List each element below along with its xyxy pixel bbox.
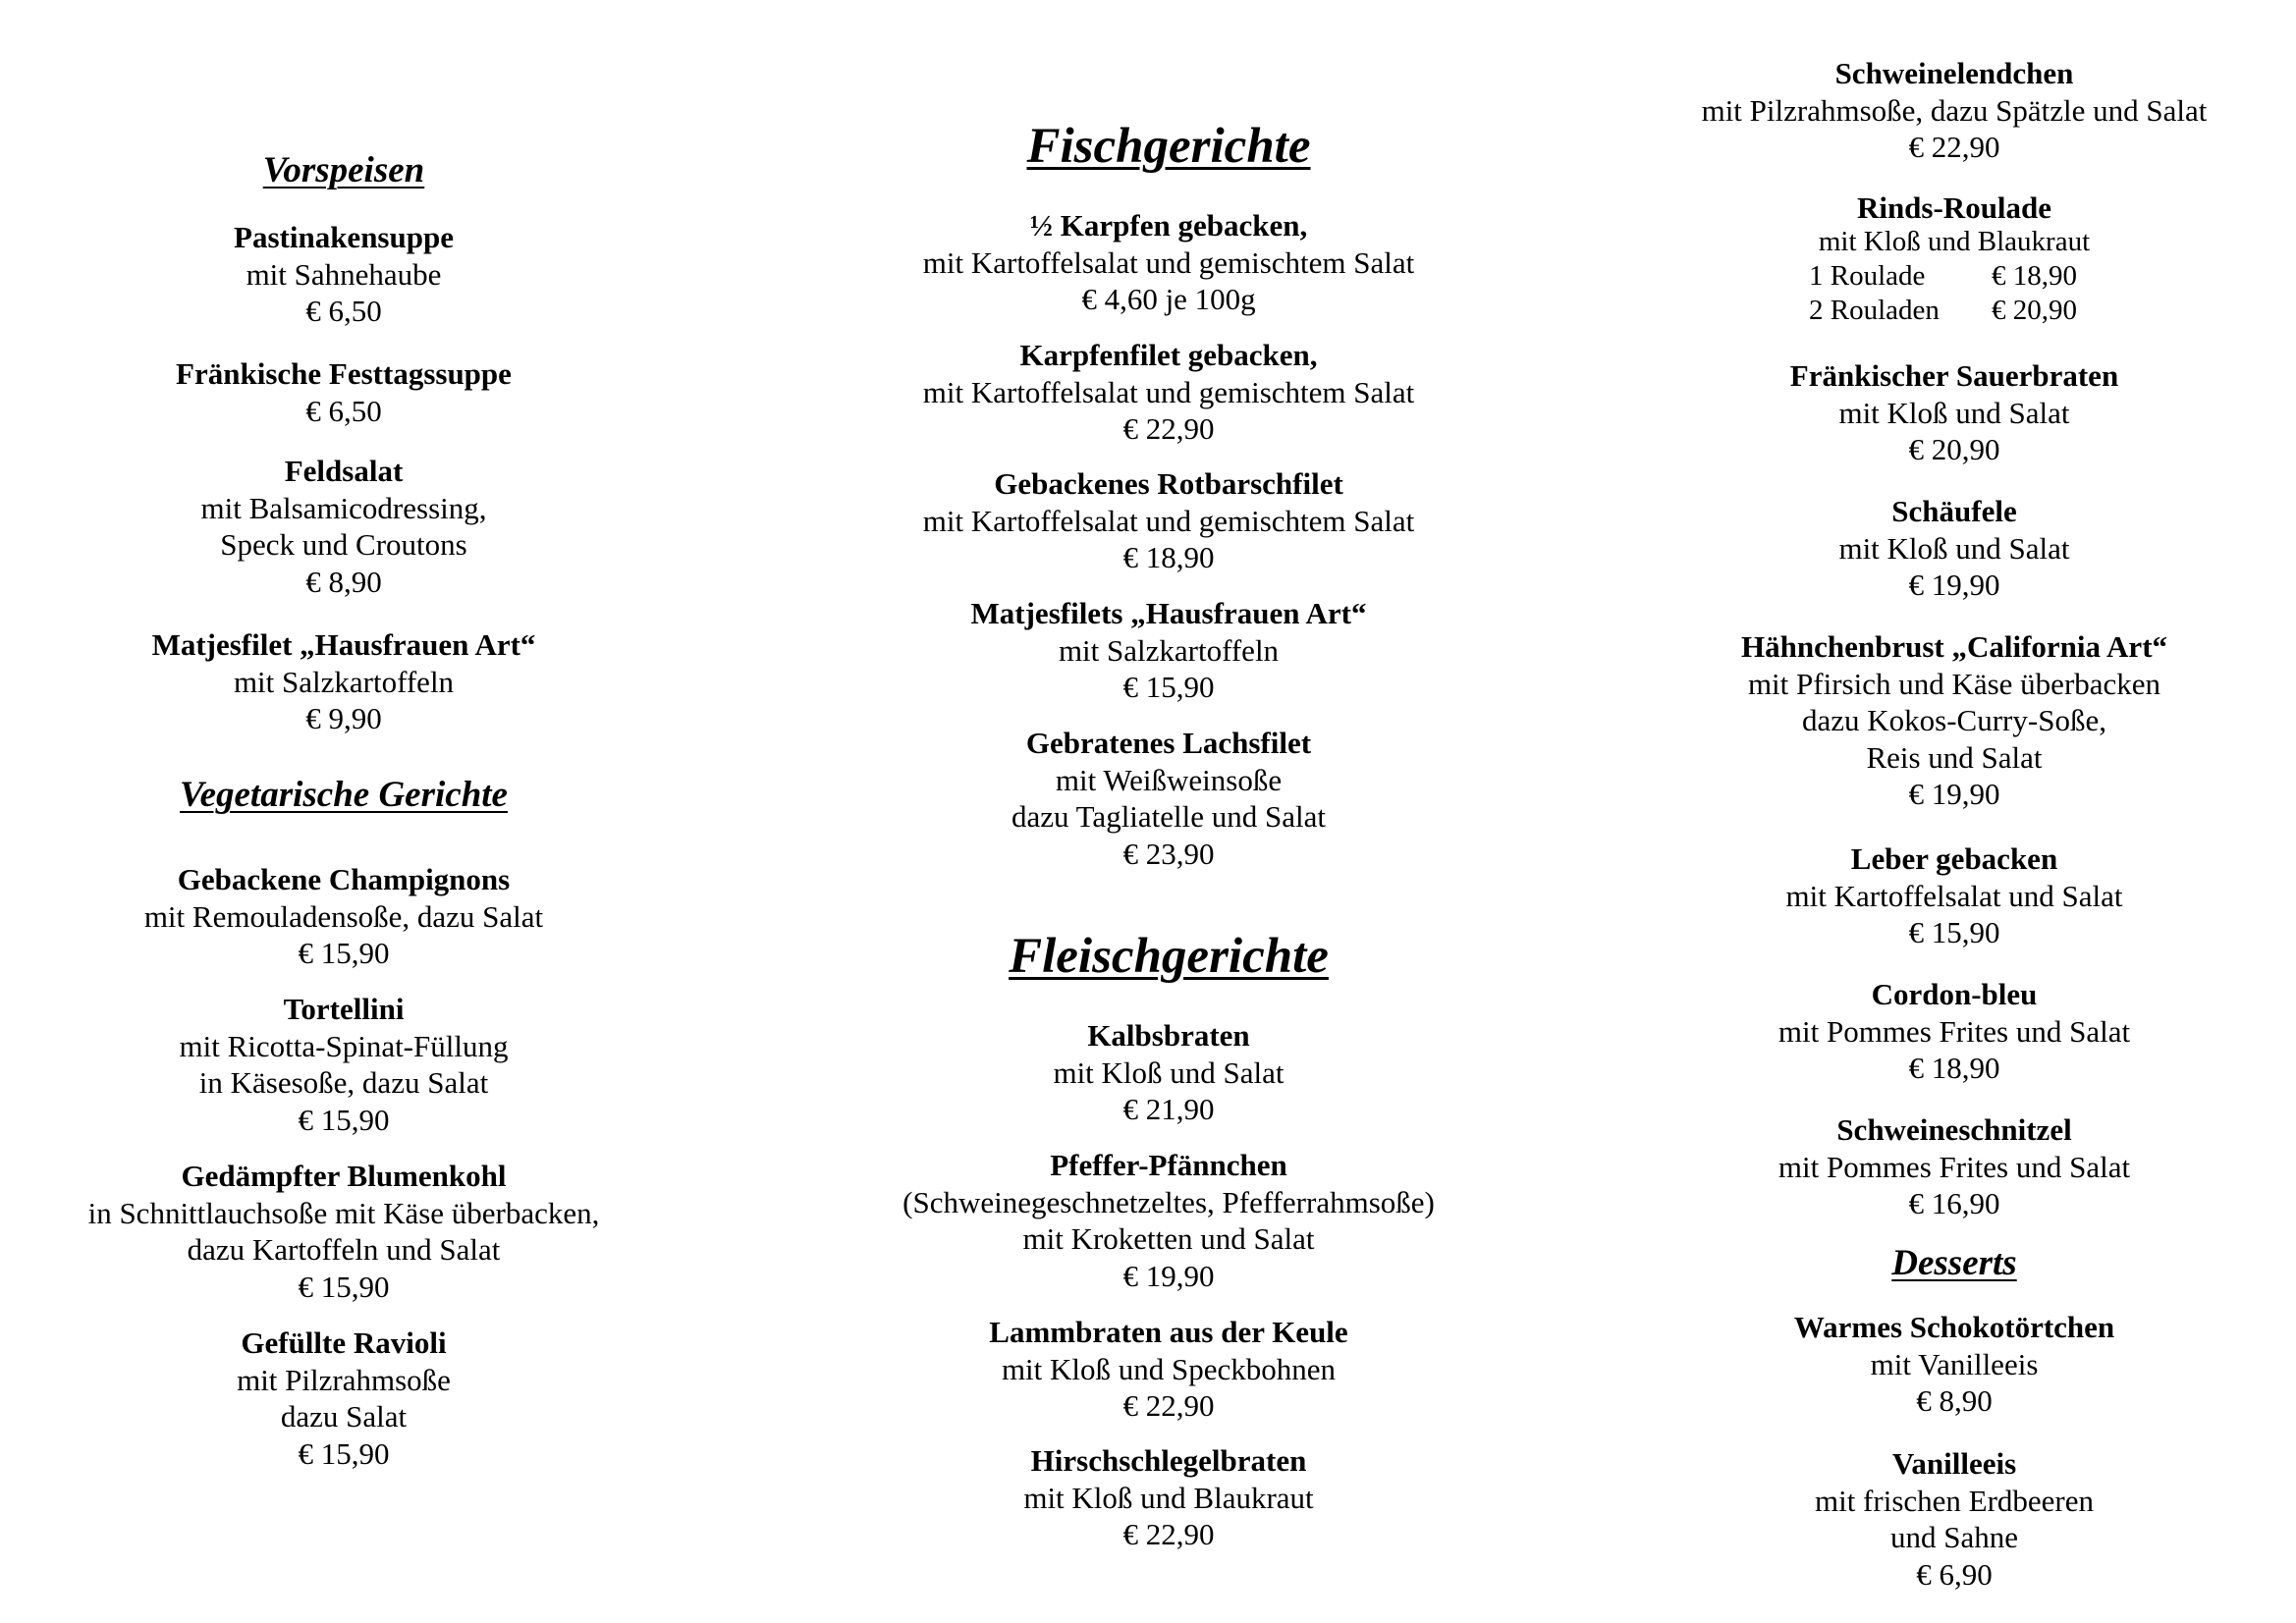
item-price: € 6,50: [305, 294, 382, 328]
menu-item: [1630, 493, 2278, 604]
item-description: mit Pilzrahmsoße, dazu Spätzle und Salat: [1701, 92, 2208, 128]
item-description: mit Pommes Frites und Salat: [1777, 1013, 2131, 1049]
item-name: Fränkische Festtagssuppe: [176, 356, 512, 391]
menu-item: [825, 595, 1512, 706]
item-name: Hirschschlegelbraten: [1030, 1443, 1307, 1478]
item-price: € 22,90: [1122, 1388, 1215, 1423]
item-description: in Käsesoße, dazu Salat: [198, 1065, 489, 1100]
item-description: mit Balsamicodressing,: [200, 490, 487, 525]
menu-item: [29, 1158, 658, 1305]
item-name: Kalbsbraten: [1087, 1018, 1250, 1053]
item-description: dazu Kartoffeln und Salat: [187, 1232, 501, 1267]
item-price: € 15,90: [1908, 915, 2000, 949]
item-price: € 9,90: [305, 701, 382, 735]
item-description: dazu Tagliatelle und Salat: [1011, 799, 1327, 834]
item-name: Pfeffer-Pfännchen: [1050, 1148, 1287, 1182]
item-name: Gebratenes Lachsfilet: [1025, 726, 1312, 760]
item-name: Gebackenes Rotbarschfilet: [994, 466, 1343, 501]
item-name: Karpfenfilet gebacken,: [1019, 338, 1318, 372]
menu-item: [29, 219, 658, 330]
item-description: mit Vanilleeis: [1870, 1346, 2039, 1381]
menu-item: [29, 861, 658, 972]
item-description: mit Kloß und Salat: [1053, 1055, 1285, 1090]
menu-item: [1630, 1111, 2278, 1222]
item-price: € 6,50: [305, 393, 382, 428]
portion-price: € 20,90: [1992, 295, 2077, 326]
menu-item: [1630, 357, 2278, 468]
section-title-fleisch: Fleischgerichte: [1009, 929, 1329, 984]
item-name: Vanilleeis: [1891, 1446, 2017, 1481]
item-name: Leber gebacken: [1850, 841, 2058, 876]
item-description: mit Kartoffelsalat und gemischtem Salat: [922, 244, 1415, 280]
item-description: mit Kartoffelsalat und Salat: [1785, 878, 2123, 913]
item-description: mit Kroketten und Salat: [1022, 1221, 1315, 1256]
item-name: Matjesfilet „Hausfrauen Art“: [151, 627, 536, 662]
item-description: mit Sahnehaube: [246, 256, 442, 292]
item-price: € 21,90: [1122, 1092, 1215, 1126]
item-description: mit Remouladensoße, dazu Salat: [143, 898, 544, 934]
portion-label: 1 Roulade: [1809, 260, 1926, 292]
item-price: € 18,90: [1908, 1051, 2000, 1085]
item-name: Feldsalat: [284, 454, 404, 488]
item-price: € 15,90: [298, 1435, 390, 1471]
item-name: Schäufele: [1891, 494, 2017, 528]
item-description: Speck und Croutons: [220, 527, 467, 562]
item-price: € 23,90: [1122, 836, 1215, 871]
item-description: mit Kloß und Speckbohnen: [1001, 1351, 1337, 1386]
item-description: und Sahne: [1889, 1520, 2018, 1554]
item-price: € 15,90: [1122, 670, 1215, 704]
item-description: mit Pilzrahmsoße: [237, 1362, 451, 1397]
item-name: Warmes Schokotörtchen: [1793, 1310, 2115, 1344]
menu-item: [29, 1325, 658, 1472]
item-description: mit Ricotta-Spinat-Füllung: [179, 1028, 509, 1063]
item-description: (Schweinegeschnetzeltes, Pfefferrahmsoße): [902, 1184, 1435, 1219]
item-name: Lammbraten aus der Keule: [989, 1315, 1348, 1349]
item-description: mit Salzkartoffeln: [1058, 632, 1280, 668]
menu-item: [825, 1442, 1512, 1553]
item-name: Matjesfilets „Hausfrauen Art“: [970, 596, 1367, 630]
item-name: Gebackene Champignons: [177, 862, 511, 896]
item-description: mit Kloß und Salat: [1838, 530, 2070, 566]
menu-item: [1630, 628, 2278, 813]
menu-item: [825, 207, 1512, 318]
item-name: Rinds-Roulade: [1856, 190, 2052, 225]
item-price: € 8,90: [1916, 1383, 1993, 1418]
section-title-vegetarisch: Vegetarische Gerichte: [180, 775, 508, 815]
item-name: Gedämpfter Blumenkohl: [181, 1159, 507, 1193]
menu-item: [1630, 1309, 2278, 1420]
item-name: Pastinakensuppe: [234, 220, 454, 254]
item-name: Fränkischer Sauerbraten: [1789, 358, 2119, 393]
item-price: € 19,90: [1908, 568, 2000, 602]
item-description: mit Salzkartoffeln: [233, 664, 455, 699]
item-price: € 8,90: [305, 564, 382, 599]
menu-item: [1630, 55, 2278, 166]
item-description: mit Kartoffelsalat und gemischtem Salat: [922, 503, 1415, 538]
item-description: in Schnittlauchsoße mit Käse überbacken,: [87, 1195, 600, 1230]
section-title-fisch: Fischgerichte: [1026, 119, 1311, 174]
item-price: € 22,90: [1908, 130, 2000, 164]
item-price: € 15,90: [298, 936, 390, 970]
item-description: dazu Kokos-Curry-Soße,: [1802, 703, 2106, 737]
menu-item: [29, 453, 658, 600]
menu-item: [825, 465, 1512, 576]
item-price: € 4,60 je 100g: [1081, 282, 1256, 316]
item-price: € 20,90: [1908, 432, 2000, 466]
item-description: mit frischen Erdbeeren: [1814, 1483, 2095, 1518]
portion-label: 2 Rouladen: [1809, 295, 1940, 326]
item-name: Hähnchenbrust „California Art“: [1740, 629, 2168, 664]
menu-item: [825, 1147, 1512, 1294]
item-price: € 22,90: [1122, 411, 1215, 446]
item-price: € 22,90: [1122, 1517, 1215, 1551]
menu-item: [825, 337, 1512, 448]
item-price: € 19,90: [1908, 777, 2000, 811]
portion-row: [1630, 259, 2278, 294]
portion-row: [1630, 294, 2278, 328]
item-price: € 19,90: [1122, 1258, 1215, 1293]
item-name: ½ Karpfen gebacken,: [1029, 208, 1308, 243]
item-description: mit Pfirsich und Käse überbacken: [1747, 666, 2161, 701]
item-description: mit Kartoffelsalat und gemischtem Salat: [922, 374, 1415, 409]
menu-item: [825, 725, 1512, 872]
item-name: Schweinelendchen: [1834, 56, 2074, 90]
menu-item: [29, 626, 658, 737]
menu-item: [825, 1017, 1512, 1128]
item-price: € 15,90: [298, 1102, 390, 1137]
item-price: € 6,90: [1916, 1556, 1993, 1592]
item-name: Schweineschnitzel: [1836, 1112, 2072, 1147]
menu-item: [1630, 190, 2278, 328]
menu-item: [29, 991, 658, 1138]
item-description: mit Weißweinsoße: [1055, 762, 1283, 797]
item-description: mit Pommes Frites und Salat: [1777, 1149, 2131, 1184]
item-name: Tortellini: [283, 992, 405, 1026]
item-description: Reis und Salat: [1866, 739, 2043, 775]
item-description: mit Kloß und Blaukraut: [1818, 226, 2091, 257]
item-price: € 18,90: [1122, 540, 1215, 574]
menu-item: [1630, 976, 2278, 1087]
portion-price: € 18,90: [1992, 260, 2077, 292]
item-price: € 16,90: [1908, 1186, 2000, 1220]
item-description: dazu Salat: [280, 1399, 408, 1434]
section-title-vorspeisen: Vorspeisen: [262, 150, 425, 190]
item-description: mit Kloß und Blaukraut: [1023, 1480, 1314, 1515]
menu-item: [1630, 1445, 2278, 1593]
menu-item: [1630, 840, 2278, 951]
item-description: mit Kloß und Salat: [1838, 395, 2070, 430]
section-title-desserts: Desserts: [1891, 1243, 2017, 1283]
menu-item: [825, 1314, 1512, 1425]
menu-item: [29, 355, 658, 429]
item-name: Gefüllte Ravioli: [241, 1325, 447, 1360]
item-price: € 15,90: [298, 1269, 390, 1304]
item-name: Cordon-bleu: [1871, 977, 2038, 1011]
